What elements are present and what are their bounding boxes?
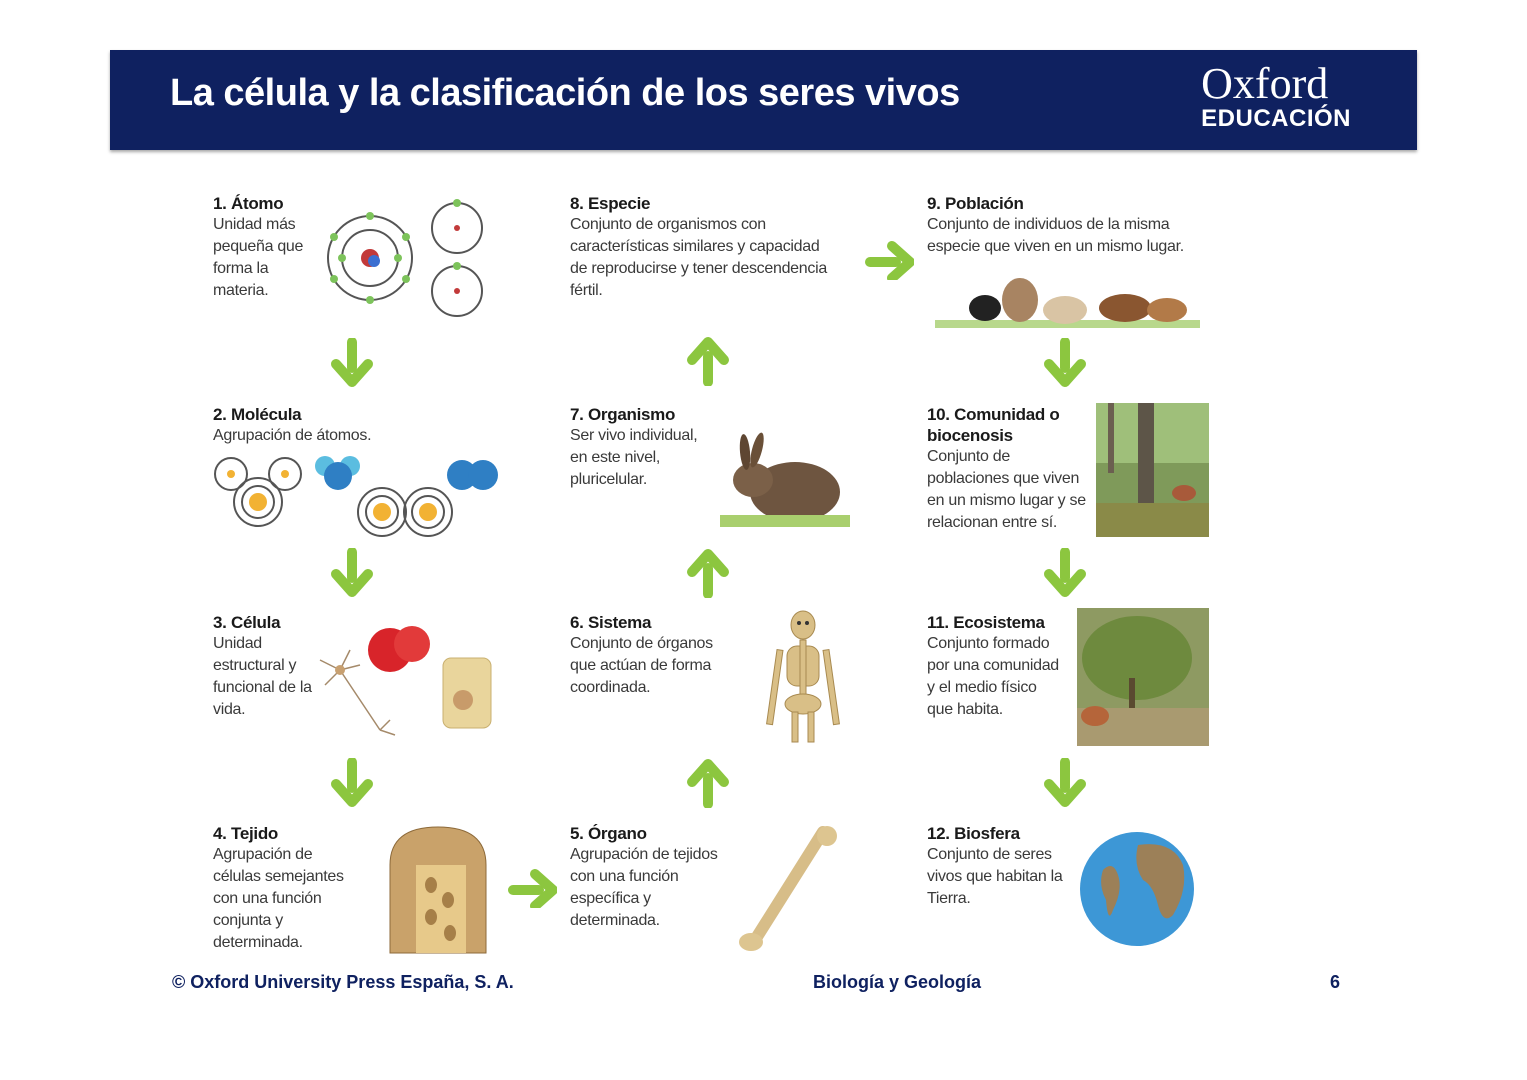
level-card-poblacion	[927, 193, 1207, 258]
level-card-organismo	[570, 404, 710, 491]
level-title: 6. Sistema	[570, 613, 652, 632]
level-description: Conjunto de organismos con características similares y capacidad de reproducirse y tener descendencia fértil.	[570, 216, 827, 299]
level-title: 12. Biosfera	[927, 824, 1020, 843]
level-description: Conjunto formado por una comunidad y el medio físico que habita.	[927, 635, 1059, 718]
slide-title: La célula y la clasificación de los seres vivos	[170, 72, 960, 114]
skeleton-icon	[757, 608, 849, 744]
level-card-molecula	[213, 404, 433, 447]
bone-icon	[735, 822, 845, 956]
rabbit-icon	[715, 430, 855, 530]
slide-header	[110, 50, 1417, 150]
arrow-down-icon	[1043, 548, 1087, 598]
molecule-icon	[210, 450, 500, 540]
level-card-especie	[570, 193, 840, 302]
level-description: Ser vivo individual, en este nivel, pluricelular.	[570, 427, 698, 488]
level-card-celula	[213, 612, 313, 721]
level-description: Conjunto de seres vivos que habitan la Tierra.	[927, 846, 1063, 907]
level-title: 8. Especie	[570, 194, 651, 213]
cells-icon	[310, 620, 500, 740]
level-description: Unidad estructural y funcional de la vida.	[213, 635, 312, 718]
earth-globe-icon	[1078, 830, 1198, 950]
level-card-ecosistema	[927, 612, 1062, 721]
level-card-comunidad	[927, 404, 1092, 534]
arrow-up-icon	[686, 758, 730, 808]
level-title: 2. Molécula	[213, 405, 302, 424]
footer-page-number: 6	[1330, 972, 1341, 992]
level-title: 9. Población	[927, 194, 1024, 213]
level-card-tejido	[213, 823, 363, 954]
level-title: 7. Organismo	[570, 405, 676, 424]
bone-tissue-icon	[386, 825, 490, 955]
arrow-up-icon	[686, 548, 730, 598]
arrow-down-icon	[1043, 338, 1087, 388]
arrow-down-icon	[1043, 758, 1087, 808]
ecosystem-icon	[1077, 608, 1209, 746]
footer-copyright: © Oxford University Press España, S. A.	[172, 972, 514, 992]
level-title: 5. Órgano	[570, 824, 647, 843]
oxford-logo	[1201, 59, 1351, 132]
level-title: 3. Célula	[213, 613, 281, 632]
level-description: Agrupación de átomos.	[213, 427, 372, 444]
arrow-right-icon	[505, 864, 557, 908]
logo-oxford-text: Oxford	[1201, 59, 1329, 108]
logo-educacion-text: EDUCACIÓN	[1201, 105, 1351, 132]
level-title: 11. Ecosistema	[927, 613, 1045, 632]
level-description: Conjunto de poblaciones que viven en un mismo lugar y se relacionan entre sí.	[927, 448, 1086, 531]
level-title: 4. Tejido	[213, 824, 278, 843]
level-title: 10. Comunidad o biocenosis	[927, 405, 1060, 445]
level-card-atomo	[213, 193, 323, 302]
forest-community-icon	[1096, 403, 1209, 537]
arrow-up-icon	[686, 336, 730, 386]
footer-subject: Biología y Geología	[813, 972, 982, 992]
arrow-down-icon	[330, 548, 374, 598]
level-description: Conjunto de órganos que actúan de forma coordinada.	[570, 635, 713, 696]
rabbits-group-icon	[935, 268, 1200, 330]
level-description: Agrupación de células semejantes con una función conjunta y determinada.	[213, 846, 344, 951]
level-title: 1. Átomo	[213, 194, 284, 213]
level-card-sistema	[570, 612, 740, 699]
arrow-down-icon	[330, 338, 374, 388]
arrow-down-icon	[330, 758, 374, 808]
level-card-organo	[570, 823, 720, 932]
level-description: Agrupación de tejidos con una función específica y determinada.	[570, 846, 718, 929]
atom-icon	[322, 195, 497, 320]
level-description: Unidad más pequeña que forma la materia.	[213, 216, 304, 299]
level-card-biosfera	[927, 823, 1067, 910]
arrow-right-icon	[862, 236, 914, 280]
level-description: Conjunto de individuos de la misma especie que viven en un mismo lugar.	[927, 216, 1184, 255]
